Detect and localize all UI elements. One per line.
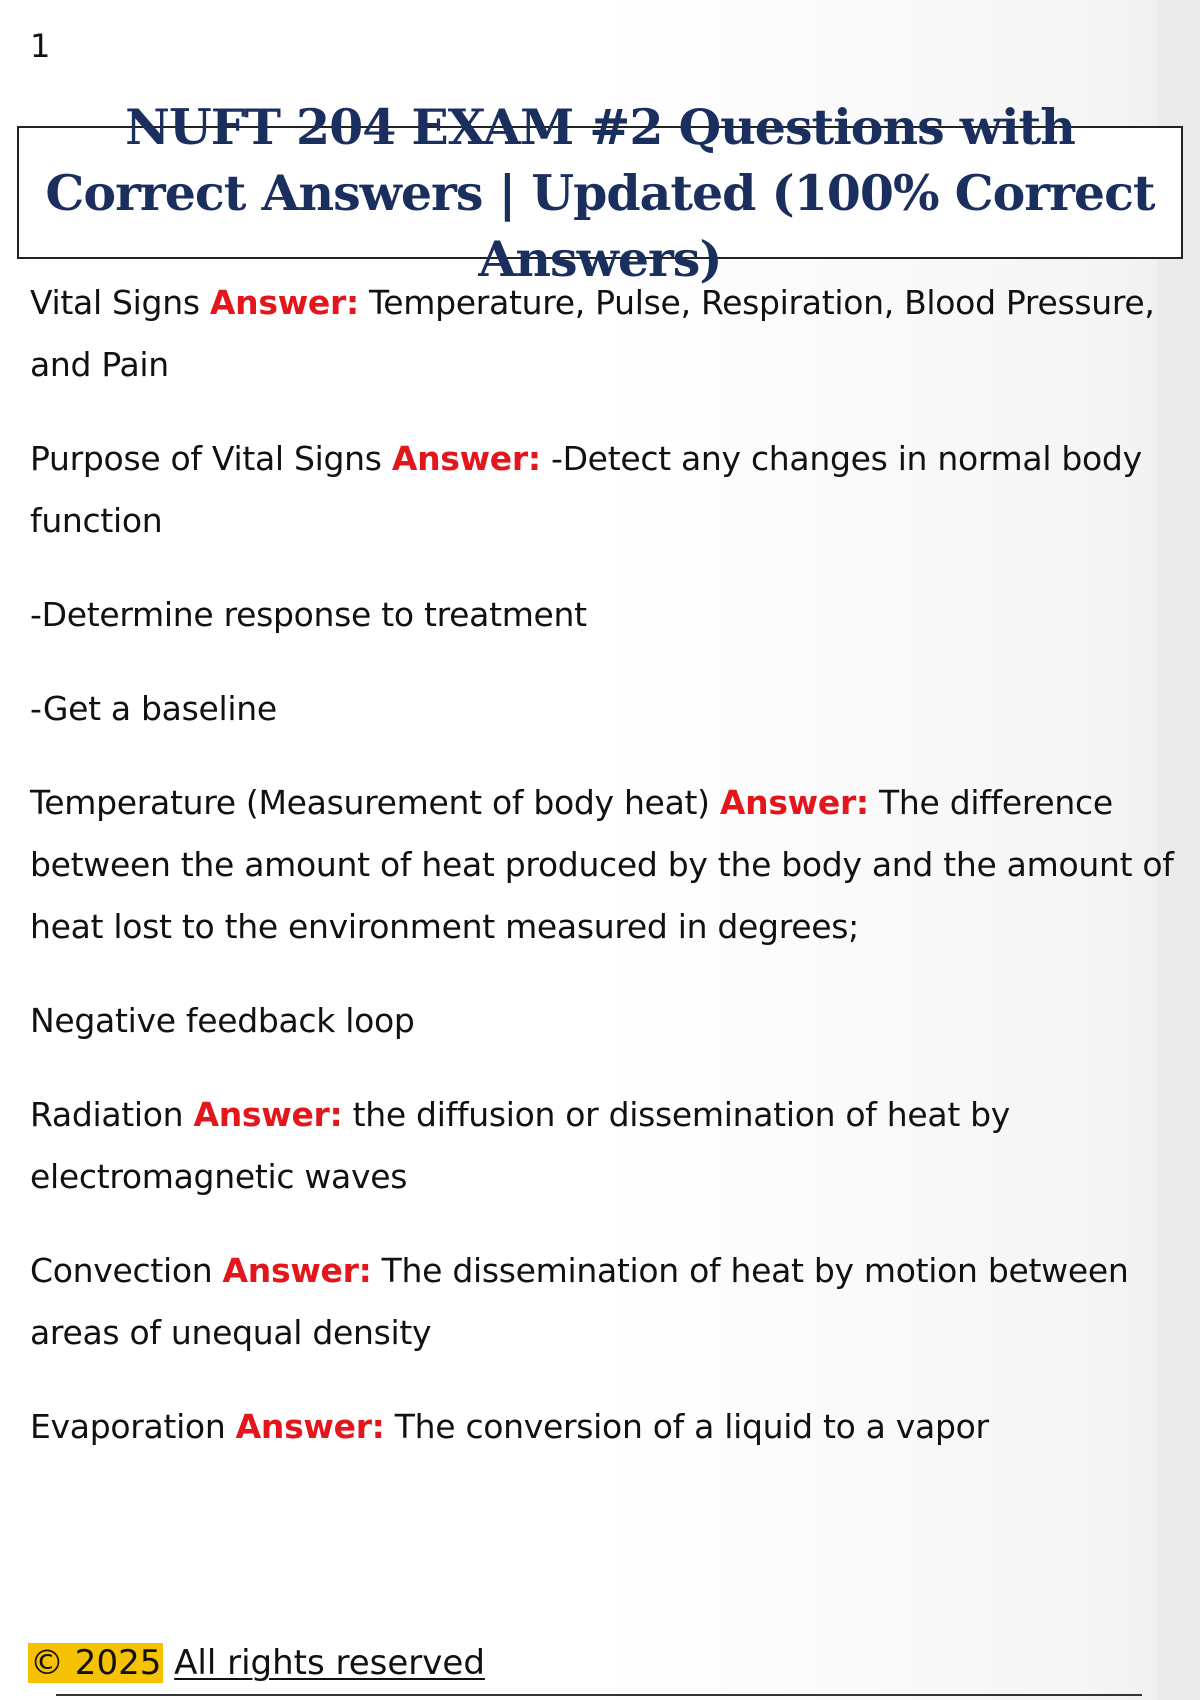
qa-answer: The conversion of a liquid to a vapor	[394, 1407, 989, 1446]
copyright-text: All rights reserved	[174, 1643, 485, 1683]
qa-continuation	[30, 678, 1190, 740]
footer	[28, 1640, 485, 1686]
qa-item-temperature	[30, 772, 1190, 958]
answer-label: Answer:	[235, 1407, 385, 1446]
qa-term: Purpose of Vital Signs	[30, 439, 382, 478]
qa-term: Radiation	[30, 1095, 184, 1134]
answer-label: Answer:	[193, 1095, 343, 1134]
qa-content	[30, 272, 1190, 1490]
copyright-mark: © 2025	[30, 1643, 162, 1683]
qa-item-purpose-of-vital-signs	[30, 428, 1190, 552]
qa-answer: The difference between the amount of heat produced by the body and the amount of heat lost to the environment measured in degrees;	[30, 783, 1174, 946]
qa-answer: -Determine response to treatment	[30, 595, 587, 634]
page-number: 1	[30, 27, 51, 65]
qa-item-vital-signs	[30, 272, 1190, 396]
title-box	[17, 97, 1183, 288]
qa-continuation	[30, 584, 1190, 646]
qa-term: Convection	[30, 1251, 213, 1290]
qa-term: Evaporation	[30, 1407, 226, 1446]
qa-answer: The dissemination of heat by motion between areas of unequal density	[30, 1251, 1129, 1352]
answer-label: Answer:	[209, 283, 359, 322]
qa-term: Vital Signs	[30, 283, 200, 322]
qa-term: Temperature (Measurement of body heat)	[30, 783, 710, 822]
answer-label: Answer:	[222, 1251, 372, 1290]
qa-answer: Negative feedback loop	[30, 1001, 415, 1040]
qa-item-evaporation	[30, 1396, 1190, 1458]
qa-answer: -Detect any changes in normal body function	[30, 439, 1142, 540]
document-title: NUFT 204 EXAM #2 Questions with Correct Answers | Updated (100% Correct Answers)	[45, 97, 1155, 288]
answer-label: Answer:	[391, 439, 541, 478]
qa-item-convection	[30, 1240, 1190, 1364]
qa-item-radiation	[30, 1084, 1190, 1208]
qa-answer: the diffusion or dissemination of heat by electromagnetic waves	[30, 1095, 1011, 1196]
answer-label: Answer:	[719, 783, 869, 822]
qa-answer: Temperature, Pulse, Respiration, Blood Pressure, and Pain	[30, 283, 1155, 384]
qa-continuation	[30, 990, 1190, 1052]
footer-rule	[56, 1694, 1142, 1696]
qa-answer: -Get a baseline	[30, 689, 277, 728]
